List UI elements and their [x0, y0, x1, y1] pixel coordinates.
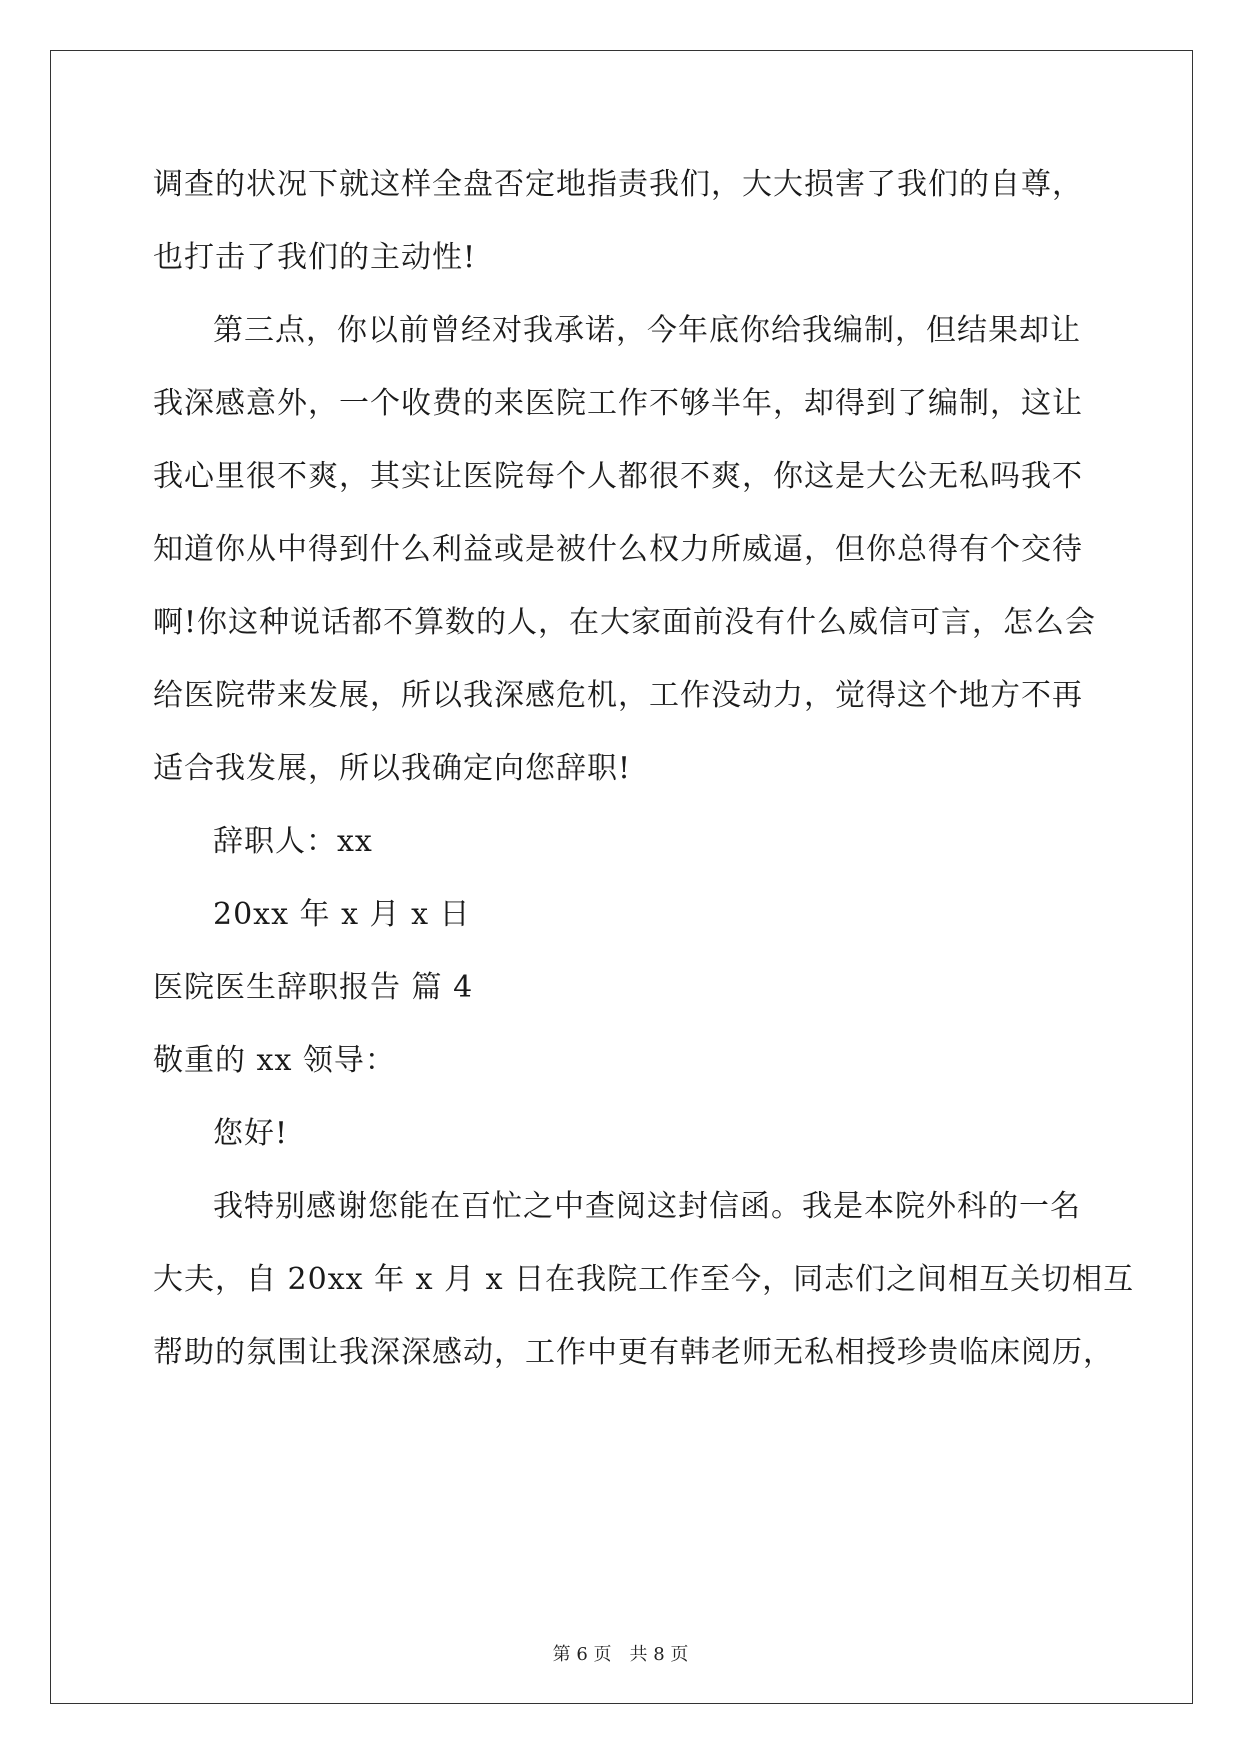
text-line: 我心里很不爽，其实让医院每个人都很不爽，你这是大公无私吗我不	[153, 459, 1083, 494]
section-heading: 医院医生辞职报告 篇 4	[153, 970, 474, 1005]
signature-line: 辞职人：xx	[213, 824, 373, 859]
text-line: 我深感意外，一个收费的来医院工作不够半年，却得到了编制，这让	[153, 386, 1083, 421]
text-line: 大夫，自 20xx 年 x 月 x 日在我院工作至今，同志们之间相互关切相互	[153, 1262, 1135, 1297]
text-line: 帮助的氛围让我深深感动，工作中更有韩老师无私相授珍贵临床阅历，	[153, 1335, 1114, 1370]
paragraph-start: 第三点，你以前曾经对我承诺，今年底你给我编制，但结果却让	[213, 313, 1081, 348]
text-line: 知道你从中得到什么利益或是被什么权力所威逼，但你总得有个交待	[153, 532, 1083, 567]
salutation: 敬重的 xx 领导：	[153, 1043, 396, 1078]
text-line: 也打击了我们的主动性!	[153, 240, 477, 275]
paragraph-start: 我特别感谢您能在百忙之中查阅这封信函。我是本院外科的一名	[213, 1189, 1081, 1224]
text-line: 适合我发展，所以我确定向您辞职!	[153, 751, 632, 786]
page-border	[50, 50, 1193, 1704]
page-number-footer: 第 6 页 共 8 页	[552, 1644, 689, 1665]
date-line: 20xx 年 x 月 x 日	[213, 897, 471, 932]
text-line: 调查的状况下就这样全盘否定地指责我们，大大损害了我们的自尊，	[153, 167, 1083, 202]
text-line: 啊!你这种说话都不算数的人，在大家面前没有什么威信可言，怎么会	[153, 605, 1097, 640]
greeting: 您好!	[213, 1116, 289, 1151]
text-line: 给医院带来发展，所以我深感危机，工作没动力，觉得这个地方不再	[153, 678, 1083, 713]
